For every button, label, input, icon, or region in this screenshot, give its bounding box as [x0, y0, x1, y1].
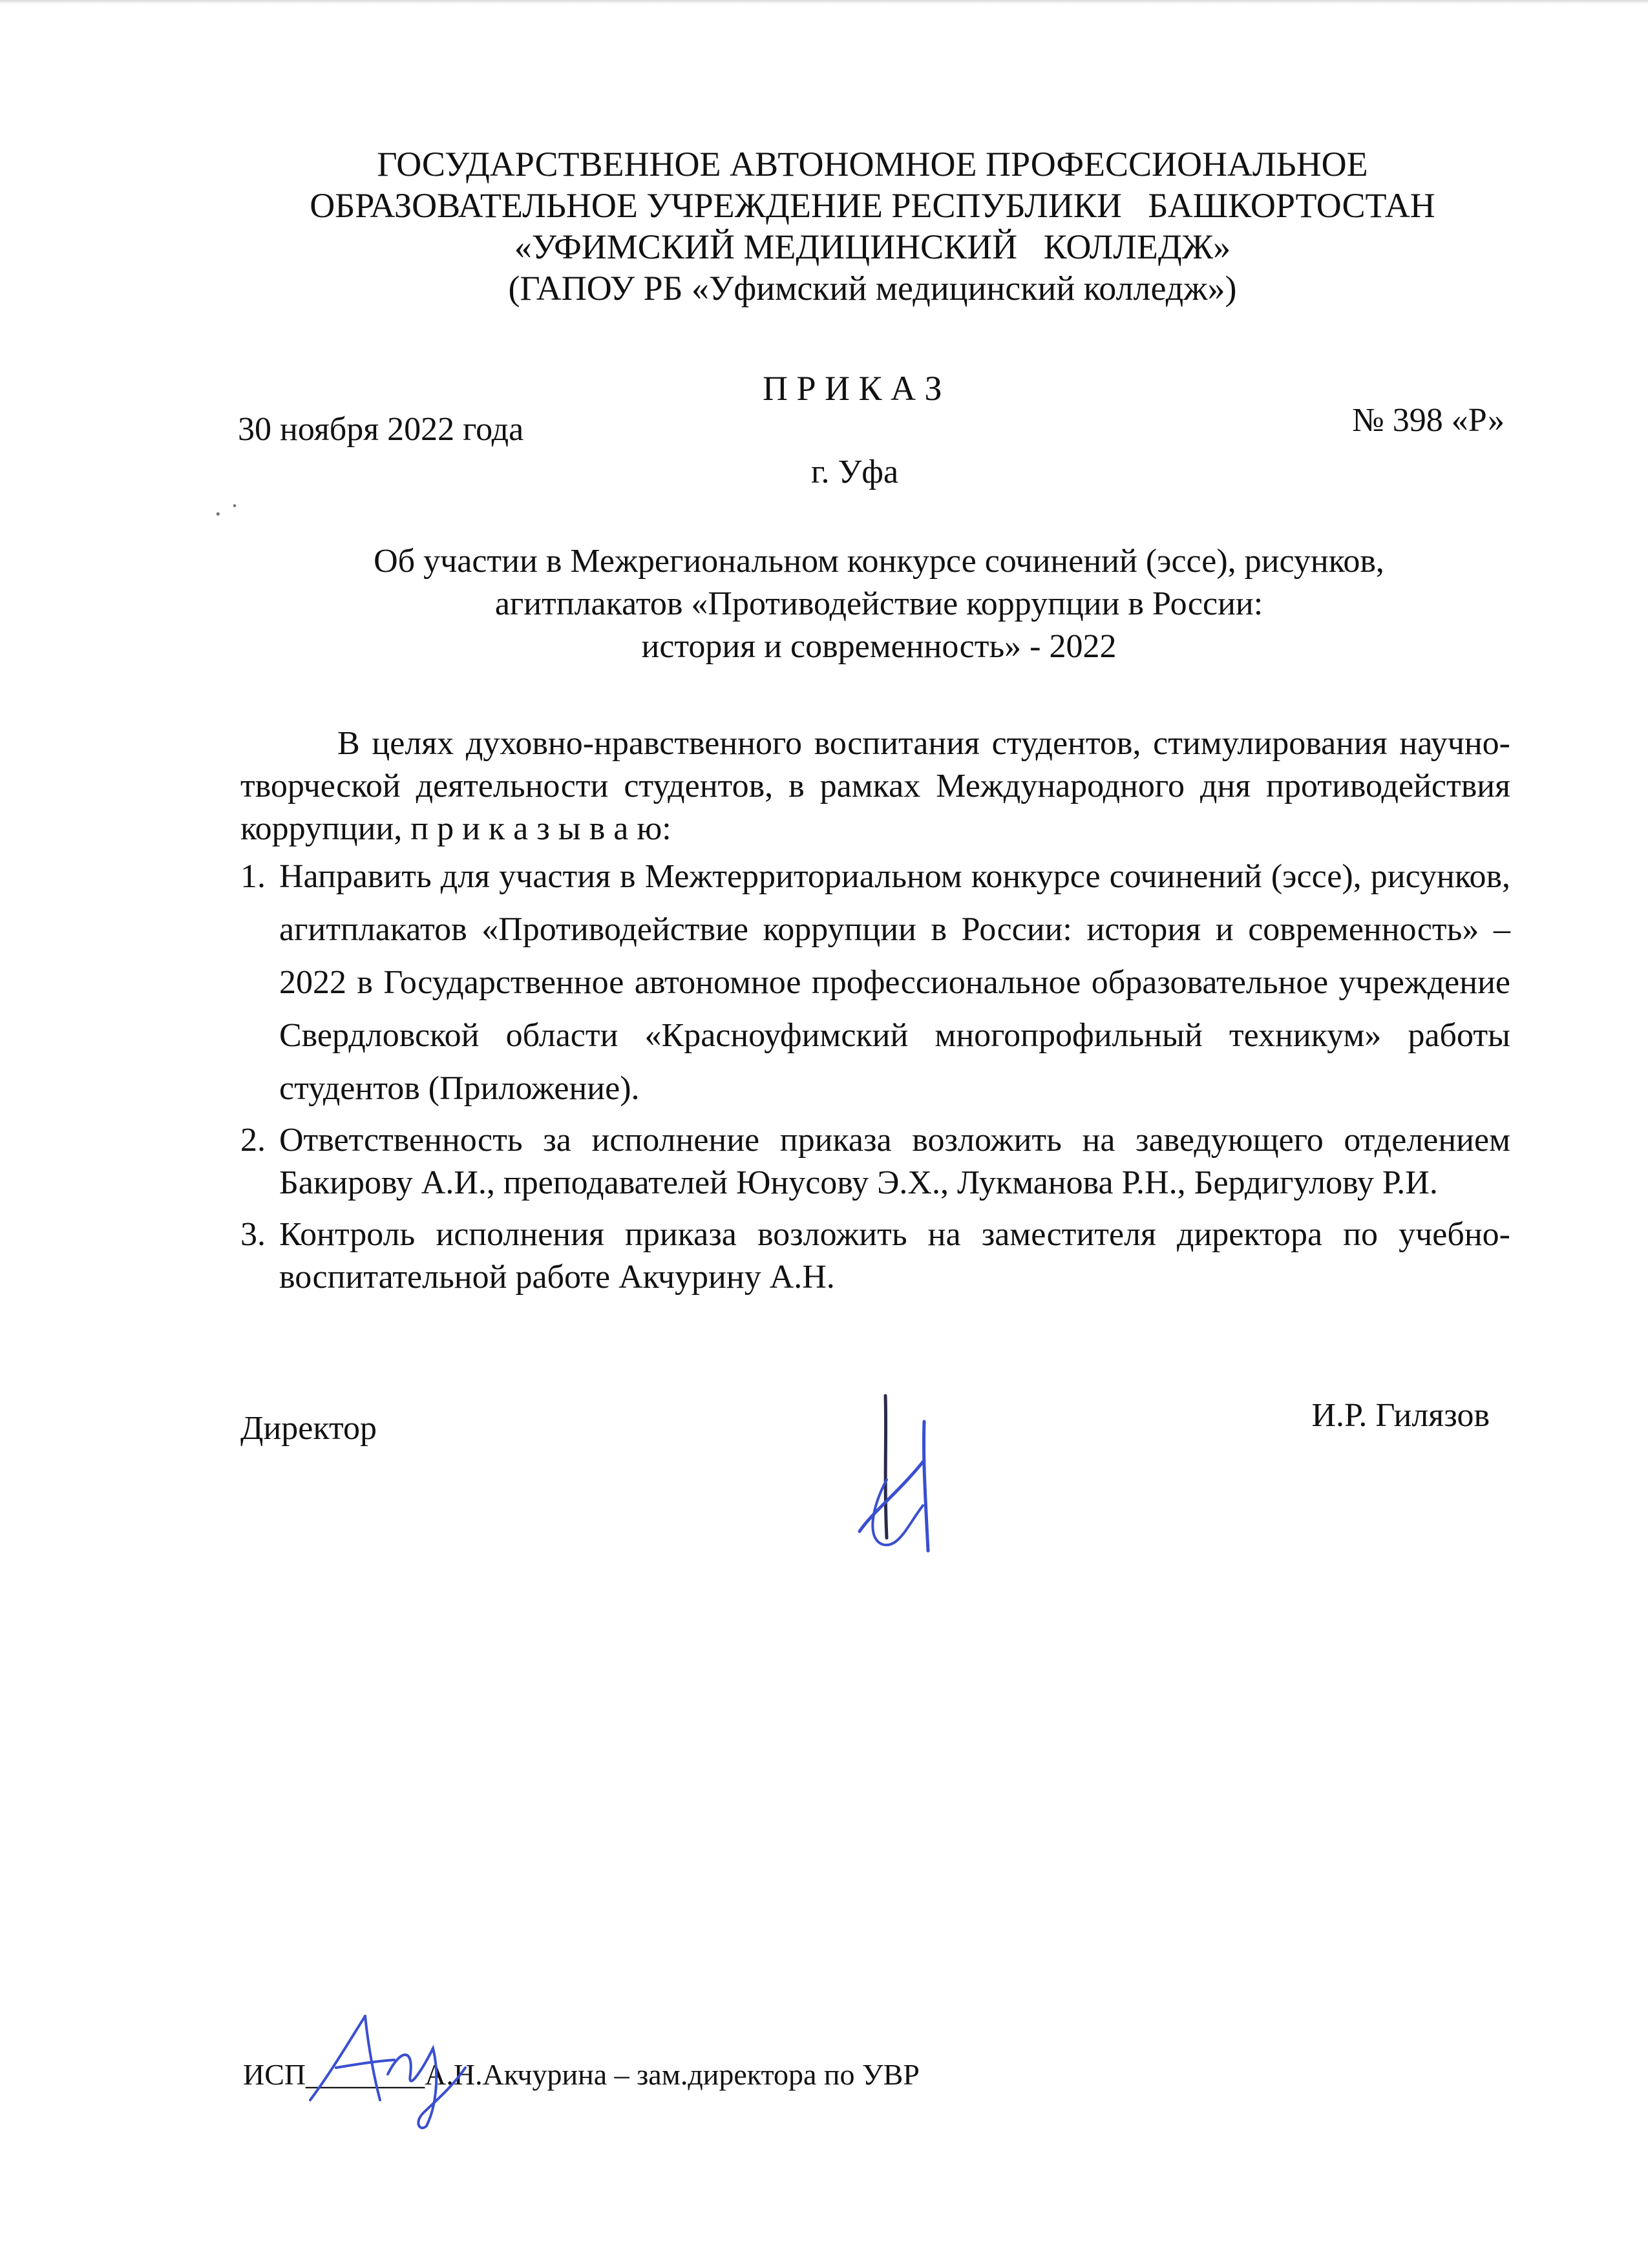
signature-position: Директор: [240, 1410, 377, 1447]
order-intro: В целях духовно-нравственного воспитания студентов, стимулирования научно-творческой деятельности студентов, в рамках Международного дня противодействия коррупции, п р и к а з ы в а ю:: [240, 725, 1510, 847]
order-item: [240, 1213, 1510, 1299]
order-item-text: Направить для участия в Межтерриториальном конкурсе сочинений (эссе), рисунков, агитплакатов «Противодействие коррупции в России: история и современность» – 2022 в Государственное автономное профессиональное образовательное учреждение Свердловской области «Красноуфимский многопрофильный техникум» работы студентов (Приложение).: [279, 858, 1510, 1107]
org-name-line2: ОБРАЗОВАТЕЛЬНОЕ УЧРЕЖДЕНИЕ РЕСПУБЛИКИ БАШКОРТОСТАН: [310, 186, 1435, 225]
executor-prefix: ИСП: [243, 2058, 306, 2091]
org-name-line3: «УФИМСКИЙ МЕДИЦИНСКИЙ КОЛЛЕДЖ»: [514, 227, 1231, 266]
executor-signature: [304, 2003, 472, 2132]
order-item-number: 3.: [240, 1216, 266, 1253]
order-subject-line3: история и современность» - 2022: [641, 628, 1117, 665]
order-item-number: 2.: [240, 1122, 266, 1159]
order-city: г. Уфа: [811, 454, 899, 490]
scan-speck: · ˙: [213, 498, 240, 530]
order-subject-line2: агитплакатов «Противодействие коррупции в России:: [494, 585, 1263, 622]
order-body: [240, 722, 1510, 1299]
order-item-text: Контроль исполнения приказа возложить на заместителя директора по учебно-воспитательной работе Акчурину А.Н.: [279, 1216, 1510, 1296]
executor-text: А.Н.Акчурина – зам.директора по УВР: [425, 2058, 920, 2091]
signature-name: И.Р. Гилязов: [1311, 1397, 1490, 1434]
order-item-number: 1.: [240, 858, 266, 895]
order-items: [240, 850, 1510, 1299]
order-subject-line1: Об участии в Межрегиональном конкурсе сочинений (эссе), рисунков,: [374, 543, 1384, 580]
director-signature: [847, 1383, 963, 1564]
order-item-text: Ответственность за исполнение приказа возложить на заведующего отделением Бакирову А.И., преподавателей Юнусову Э.Х., Лукманова Р.Н., Бердигулову Р.И.: [279, 1122, 1510, 1201]
order-date: 30 ноября 2022 года: [238, 411, 524, 448]
order-item: [240, 1119, 1510, 1204]
org-name-line1: ГОСУДАРСТВЕННОЕ АВТОНОМНОЕ ПРОФЕССИОНАЛЬНОЕ: [377, 145, 1368, 184]
order-number: № 398 «Р»: [1352, 402, 1505, 439]
org-short-name: (ГАПОУ РБ «Уфимский медицинский колледж»): [508, 269, 1237, 308]
executor-blank: ________: [306, 2058, 425, 2091]
order-item: [240, 850, 1510, 1115]
order-heading: П Р И К А З: [763, 369, 942, 408]
